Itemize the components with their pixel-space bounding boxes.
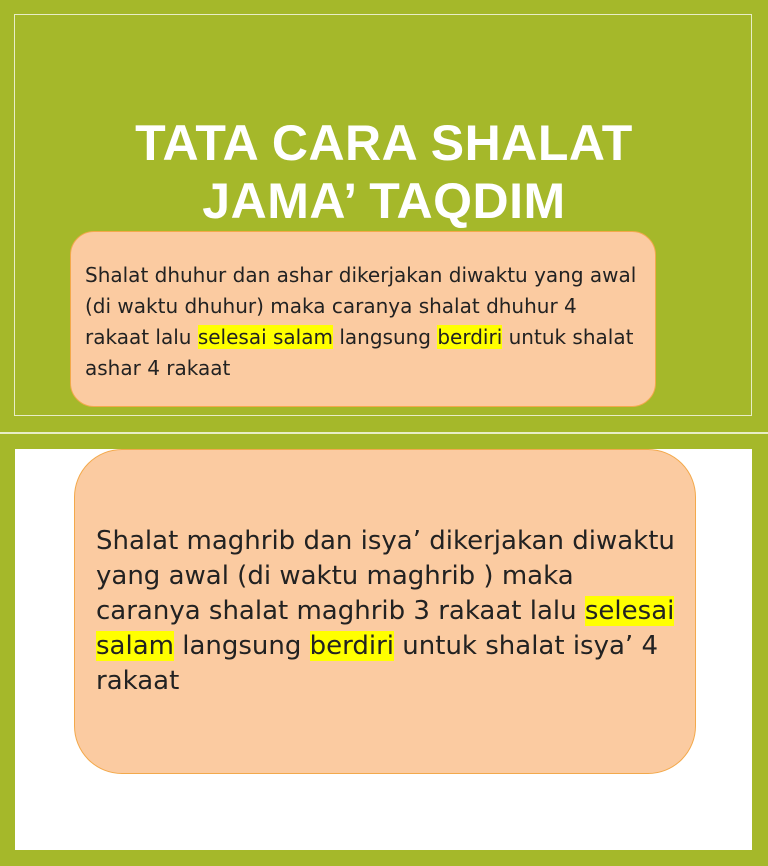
slide-1 [0,0,768,432]
paragraph-text: untuk shalat ashar 4 rakaat [85,325,634,380]
paragraph-text: untuk shalat isya’ 4 rakaat [96,631,658,696]
slide-title [0,114,768,230]
highlight-selesai-salam: selesai salam [96,596,675,661]
highlight-berdiri: berdiri [309,631,395,661]
slide-2-text-box [74,449,696,774]
paragraph-text: Shalat maghrib dan isya’ dikerjakan diwaktu yang awal (di waktu maghrib ) maka caranya shalat maghrib 3 rakaat lalu [96,526,675,626]
paragraph-text: langsung [173,631,310,661]
highlight-selesai-salam: selesai salam [197,325,333,349]
paragraph-text: langsung [332,325,438,349]
slide-1-paragraph [85,260,645,384]
title-line-1: TATA CARA SHALAT [135,115,633,171]
paragraph-text: Shalat dhuhur dan ashar dikerjakan diwaktu yang awal (di waktu dhuhur) maka caranya shalat dhuhur 4 rakaat lalu [85,263,637,349]
title-line-2: JAMA’ TAQDIM [202,173,566,229]
highlight-berdiri: berdiri [437,325,503,349]
slide-2-paragraph [96,524,686,699]
slide-separator [0,432,768,434]
slide-1-text-box [70,231,656,407]
